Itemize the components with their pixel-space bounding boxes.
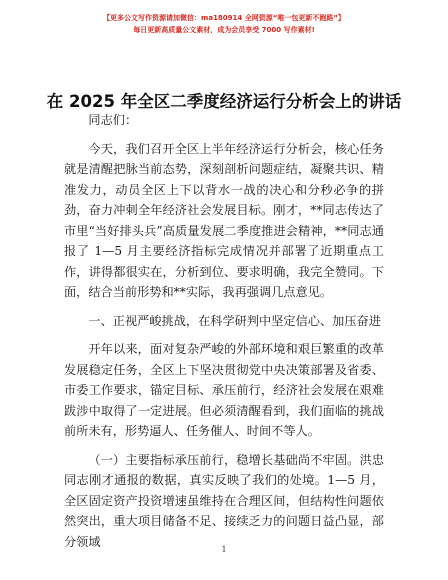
paragraph-indicators: （一）主要指标承压前行，稳增长基础尚不牢固。洪忠同志刚才通报的数据，真实反映了我们的处境。1—5 月，全区固定资产投资增速虽维持在合理区间，但结构性问题依然突出，重大项目储备不足、接续乏力的问题日益凸显，部分领域: [64, 452, 384, 549]
promo-banner-line-1: 【更多公文写作资源请加微信：ma180914 全网资源“唯一包更新不跑路”】: [103, 14, 345, 22]
document-title: 在 2025 年全区二季度经济运行分析会上的讲话: [46, 92, 402, 111]
paragraph-intro: 今天，我们召开全区上半年经济运行分析会，核心任务就是清醒把脉当前态势，深刻剖析问题症结，凝聚共识、精准发力，动员全区上下以背水一战的决心和分秒必争的拼劲，奋力冲刺全年经济社会发展目标。刚才，**同志传达了市里“当好排头兵”高质量发展二季度推进会精神，**同志通报了 1—5 月主要经济指标完成情况并部署了近期重点工作，讲得都很实在，分析到位、要求明确，我完全赞同。下面，结合当前形势和**实际，我再强调几点意见。: [64, 141, 384, 299]
promo-banner-line-2: 每日更新高质量公文素材，成为会员享受 7000 写作素材!: [133, 26, 315, 34]
section-heading-1: 一、正视严峻挑战，在科学研判中坚定信心、加压奋进: [88, 313, 381, 328]
paragraph-situation: 开年以来，面对复杂严峻的外部环境和艰巨繁重的改革发展稳定任务，全区上下坚决贯彻党中央决策部署及省委、市委工作要求，锚定目标、承压前行，经济社会发展在艰难跋涉中取得了一定进展。但必须清醒看到，我们面临的挑战前所未有，形势逼人、任务催人、时间不等人。: [64, 342, 384, 438]
page-number: 1: [221, 545, 227, 554]
document-body: [64, 106, 384, 552]
greeting: 同志们：: [88, 113, 138, 127]
